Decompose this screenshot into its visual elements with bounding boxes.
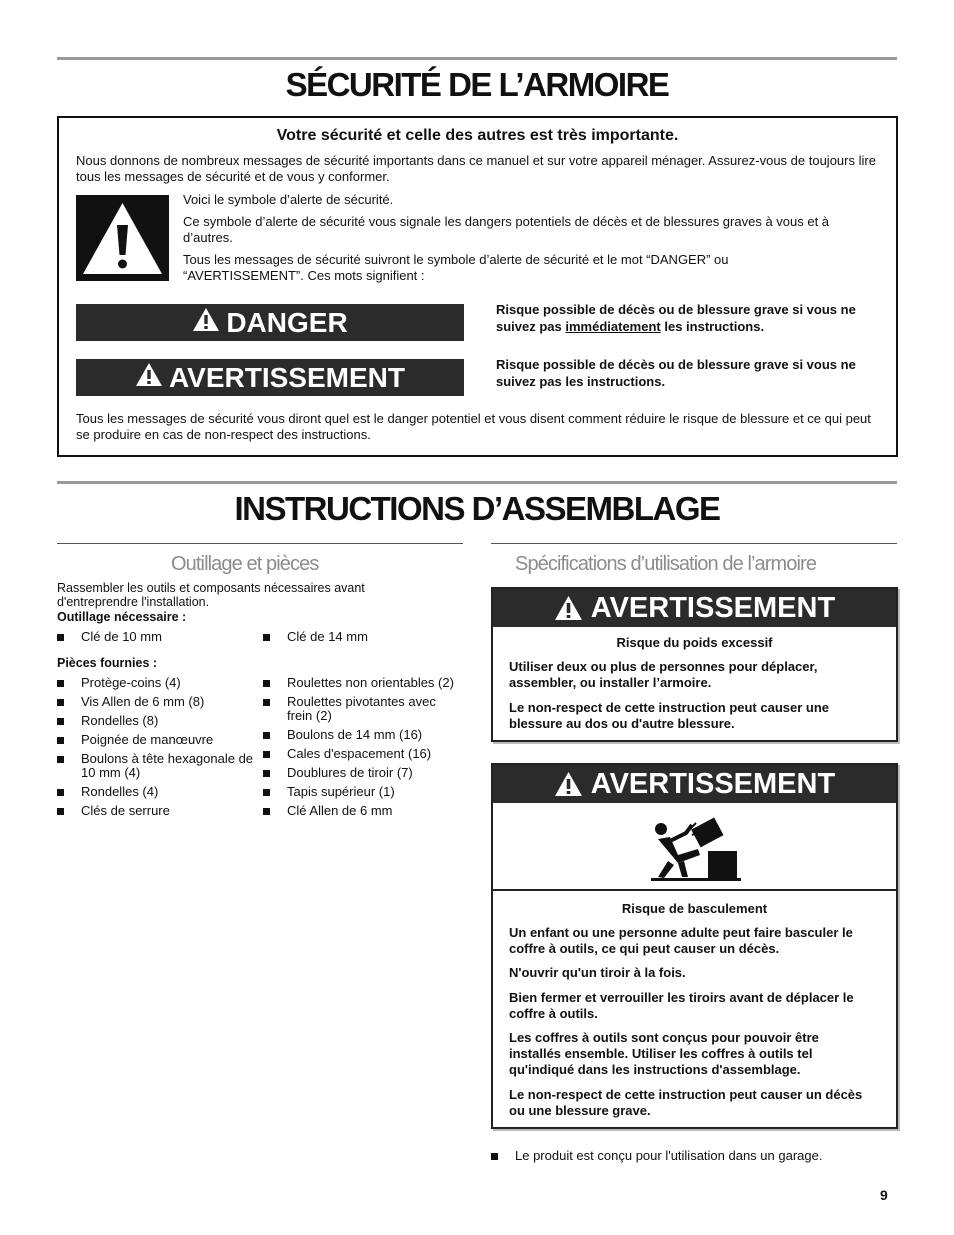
bullet-icon	[263, 634, 270, 641]
list-item	[491, 1149, 891, 1163]
part-item: Clé Allen de 6 mm	[287, 803, 393, 818]
list-item	[57, 785, 262, 799]
usage-note: Le produit est conçu pour l'utilisation dans un garage.	[515, 1148, 823, 1163]
list-item	[263, 630, 453, 644]
danger-alert-icon	[192, 307, 220, 339]
weight-warning-label: AVERTISSEMENT	[590, 591, 836, 624]
bullet-icon	[263, 699, 270, 706]
part-item: Vis Allen de 6 mm (8)	[81, 694, 205, 709]
part-item: Doublures de tiroir (7)	[287, 765, 413, 780]
list-item	[263, 785, 463, 799]
warning-alert-icon	[554, 595, 583, 621]
section-title-assembly: INSTRUCTIONS D’ASSEMBLAGE	[234, 490, 720, 527]
list-item	[263, 747, 463, 761]
tip-warning-divider	[493, 889, 896, 891]
part-item: Roulettes non orientables (2)	[287, 675, 454, 690]
part-item: Rondelles (4)	[81, 784, 159, 799]
bullet-icon	[57, 634, 64, 641]
tool-item: Clé de 10 mm	[81, 629, 162, 644]
warning-description: Risque possible de décès ou de blessure grave si vous ne suivez pas les instructions.	[496, 357, 856, 389]
danger-desc-emphasis: immédiatement	[565, 319, 661, 334]
weight-warning-text-1: Utiliser deux ou plus de personnes pour déplacer, assembler, ou installer l’armoire.	[509, 659, 818, 690]
tip-warning-text-1: Un enfant ou une personne adulte peut faire basculer le coffre à outils, ce qui peut causer un décès.	[509, 925, 853, 956]
safety-alert-icon	[76, 195, 169, 281]
part-item: Cales d'espacement (16)	[287, 746, 432, 761]
warning-signal	[76, 359, 464, 396]
tools-intro: Rassembler les outils et composants nécessaires avant d'entreprendre l'installation.	[57, 581, 365, 609]
bullet-icon	[57, 718, 64, 725]
safety-intro: Nous donnons de nombreux messages de sécurité importants dans ce manuel et sur votre appareil ménager. Assurez-vous de toujours lire tous les messages de sécurité et de vous y conformer.	[76, 153, 876, 184]
tip-warning-text-2: N'ouvrir qu'un tiroir à la fois.	[509, 965, 686, 980]
tip-warning-text-3: Bien fermer et verrouiller les tiroirs avant de déplacer le coffre à outils.	[509, 990, 854, 1021]
safety-box	[57, 116, 898, 457]
warning-alert-icon	[554, 771, 583, 797]
middle-rule	[57, 481, 897, 484]
left-column-rule	[57, 543, 463, 544]
part-item: Clés de serrure	[81, 803, 170, 818]
bullet-icon	[57, 789, 64, 796]
weight-warning-box	[491, 587, 898, 742]
tip-warning-title: Risque de basculement	[621, 901, 768, 916]
danger-label: DANGER	[226, 306, 348, 338]
list-item	[57, 676, 262, 690]
bullet-icon	[57, 756, 64, 763]
usage-note-list	[491, 1149, 891, 1168]
list-item	[263, 676, 463, 690]
symbol-line-2: Ce symbole d’alerte de sécurité vous signale les dangers potentiels de décès et de blessures graves à vous et à d’autres.	[183, 214, 830, 245]
tools-list-left	[57, 630, 247, 649]
tip-warning-text-5: Le non-respect de cette instruction peut causer un décès ou une blessure grave.	[509, 1087, 863, 1118]
list-item	[57, 630, 247, 644]
usage-spec-heading: Spécifications d’utilisation de l’armoire	[515, 553, 817, 575]
symbol-line-3: Tous les messages de sécurité suivront le symbole d’alerte de sécurité et le mot “DANGER” ou “AVERTISSEMENT”. Ces mots signifient :	[183, 252, 729, 283]
tip-warning-label: AVERTISSEMENT	[590, 767, 836, 800]
warning-alert-icon	[135, 362, 163, 394]
bullet-icon	[263, 732, 270, 739]
tip-over-pictogram-icon	[648, 815, 743, 885]
part-item: Poignée de manœuvre	[81, 732, 214, 747]
parts-list-left	[57, 676, 262, 823]
weight-warning-text-2: Le non-respect de cette instruction peut causer une blessure au dos ou d'autre blessure.	[509, 700, 830, 731]
bullet-icon	[57, 699, 64, 706]
bullet-icon	[263, 680, 270, 687]
part-item: Boulons de 14 mm (16)	[287, 727, 423, 742]
tools-label: Outillage nécessaire :	[57, 610, 187, 624]
bullet-icon	[263, 751, 270, 758]
weight-warning-header	[493, 589, 896, 627]
list-item	[57, 752, 262, 780]
bullet-icon	[263, 808, 270, 815]
list-item	[263, 804, 463, 818]
tip-warning-header	[493, 765, 896, 803]
danger-desc-end: les instructions.	[660, 319, 765, 334]
list-item	[57, 804, 262, 818]
bullet-icon	[57, 680, 64, 687]
tools-parts-heading: Outillage et pièces	[171, 553, 319, 575]
bullet-icon	[57, 737, 64, 744]
page-number: 9	[880, 1187, 888, 1203]
list-item	[263, 728, 463, 742]
part-item: Tapis supérieur (1)	[287, 784, 395, 799]
tool-item: Clé de 14 mm	[287, 629, 368, 644]
part-item: Roulettes pivotantes avec frein (2)	[287, 694, 436, 723]
list-item	[57, 714, 262, 728]
weight-warning-title: Risque du poids excessif	[616, 635, 773, 650]
list-item	[263, 766, 463, 780]
tip-warning-text-4: Les coffres à outils sont conçus pour pouvoir être installés ensemble. Utiliser les coffres à outils tel qu'indiqué dans les instructions d'assemblage.	[509, 1030, 819, 1077]
danger-desc-text: Risque possible de décès ou de blessure grave si vous ne suivez pas	[496, 302, 856, 334]
list-item	[57, 695, 262, 709]
parts-list-right	[263, 676, 463, 823]
danger-description	[496, 301, 891, 335]
danger-signal	[76, 304, 464, 341]
bullet-icon	[57, 808, 64, 815]
section-title-safety: SÉCURITÉ DE L’ARMOIRE	[285, 66, 669, 103]
part-item: Boulons à tête hexagonale de 10 mm (4)	[81, 751, 254, 780]
bullet-icon	[263, 789, 270, 796]
list-item	[263, 695, 463, 723]
warning-label: AVERTISSEMENT	[169, 361, 405, 393]
part-item: Protège-coins (4)	[81, 675, 181, 690]
part-item: Rondelles (8)	[81, 713, 159, 728]
tip-warning-box	[491, 763, 898, 1129]
top-rule	[57, 57, 897, 60]
parts-label: Pièces fournies :	[57, 656, 158, 670]
safety-footer: Tous les messages de sécurité vous diront quel est le danger potentiel et vous disent comment réduire le risque de blessure et ce qui peut se produire en cas de non-respect des instructions.	[76, 411, 871, 442]
tools-list-right	[263, 630, 453, 649]
symbol-line-1: Voici le symbole d’alerte de sécurité.	[183, 192, 394, 207]
list-item	[57, 733, 262, 747]
bullet-icon	[263, 770, 270, 777]
safety-heading: Votre sécurité et celle des autres est très importante.	[276, 127, 679, 144]
right-column-rule	[491, 543, 897, 544]
bullet-icon	[491, 1153, 498, 1160]
